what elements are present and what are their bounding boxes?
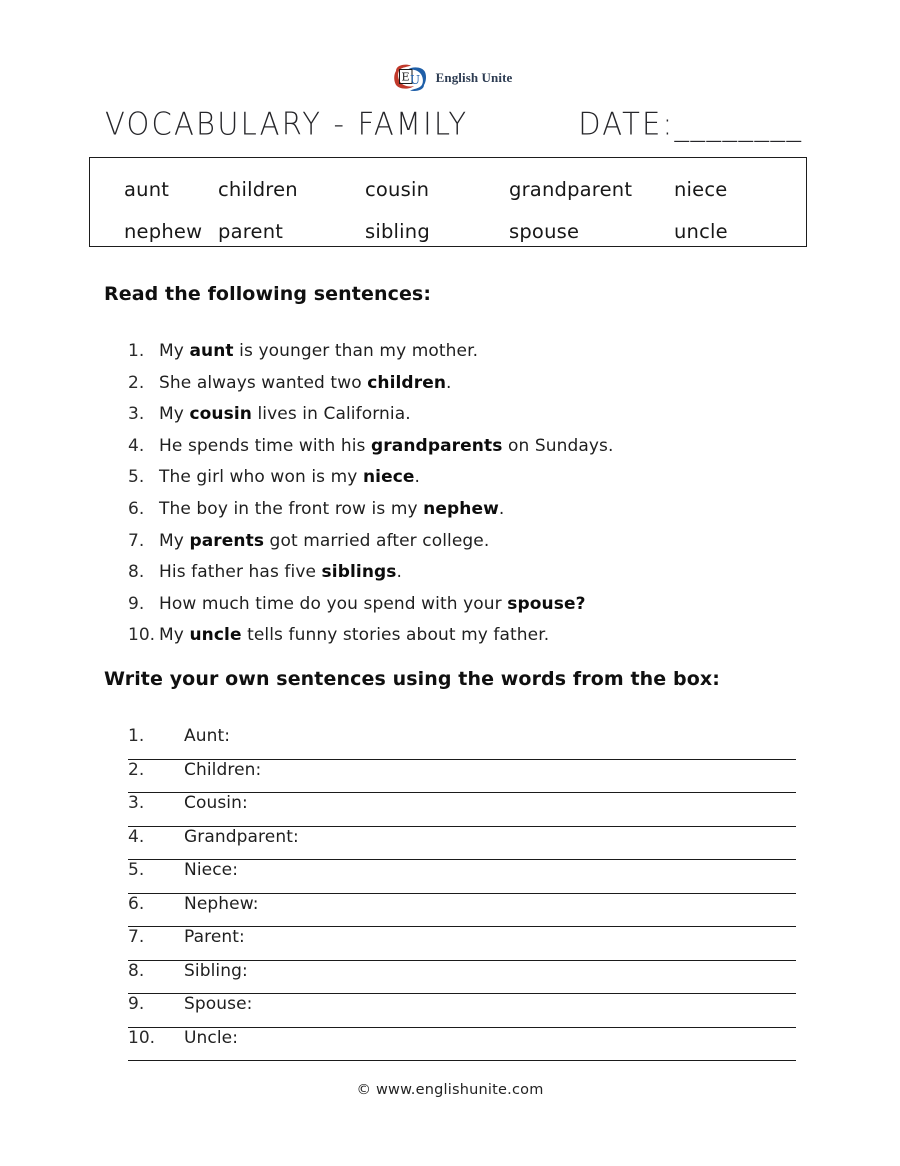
write-line-number: 9.	[128, 994, 145, 1014]
write-line-prompt: Spouse:	[184, 994, 253, 1014]
svg-text:U: U	[409, 73, 420, 87]
sentence-text-after: lives in California.	[251, 404, 411, 425]
sentence-item	[104, 625, 804, 657]
write-line-prompt: Cousin:	[184, 793, 248, 813]
write-answer-line[interactable]	[128, 827, 796, 861]
sentence-text-after: .	[498, 498, 505, 519]
sentence-item	[104, 499, 804, 531]
sentence-number: 7.	[128, 530, 145, 551]
write-line-prompt: Nephew:	[184, 893, 259, 914]
write-line-prompt: Parent:	[184, 927, 245, 947]
sentence-item	[104, 404, 804, 436]
word-bank-item: sibling	[365, 219, 430, 243]
sentence-keyword: niece	[362, 467, 415, 488]
sentence-number: 1.	[128, 341, 145, 361]
write-line-number: 7.	[128, 927, 145, 947]
footer-credit: © www.englishunite.com	[356, 1082, 544, 1098]
sentence-text-before: The boy in the front row is my	[159, 498, 424, 519]
write-line-prompt: Children:	[184, 759, 262, 780]
date-blank-line: ________	[674, 105, 803, 142]
write-line-number: 3.	[128, 793, 145, 813]
write-answer-line[interactable]	[128, 961, 796, 995]
sentence-keyword: parents	[189, 530, 265, 551]
write-answer-line[interactable]	[128, 760, 796, 794]
sentence-item	[104, 436, 804, 468]
write-line-prompt: Sibling:	[184, 960, 248, 981]
write-answer-list	[128, 726, 796, 1061]
sentence-number: 10.	[128, 625, 156, 646]
sentence-item	[104, 562, 804, 594]
write-line-number: 5.	[128, 860, 145, 880]
word-bank-item: nephew	[124, 219, 203, 243]
sentence-text-before: The girl who won is my	[159, 467, 363, 488]
sentence-number: 5.	[128, 467, 145, 488]
read-sentence-list	[104, 341, 804, 657]
write-line-number: 4.	[128, 826, 145, 847]
sentence-text-after: got married after college.	[264, 530, 490, 551]
brand-logo	[0, 62, 900, 94]
sentence-text-before: My	[159, 625, 190, 646]
write-answer-line[interactable]	[128, 793, 796, 827]
sentence-item	[104, 341, 804, 373]
sentence-text-before: My	[159, 530, 190, 551]
sentence-text	[159, 404, 411, 424]
sentence-number: 4.	[128, 435, 145, 456]
write-line-number: 2.	[128, 759, 145, 780]
write-answer-line[interactable]	[128, 1028, 796, 1062]
word-bank-item: parent	[218, 219, 284, 243]
sentence-text-after: is younger than my mother.	[233, 341, 479, 361]
word-bank-item: grandparent	[509, 177, 633, 201]
write-answer-line[interactable]	[128, 894, 796, 928]
write-line-prompt: Niece:	[184, 860, 239, 880]
sentence-text	[159, 467, 420, 487]
word-bank-row	[90, 168, 806, 210]
write-line-prompt: Uncle:	[184, 1027, 239, 1048]
sentence-text	[159, 531, 489, 551]
sentence-keyword: nephew	[423, 498, 499, 519]
write-section-heading: Write your own sentences using the words from the box:	[104, 668, 720, 690]
sentence-item	[104, 531, 804, 563]
page-title: VOCABULARY - FAMILY	[105, 105, 469, 142]
sentence-text-after: on Sundays.	[502, 435, 614, 456]
write-line-prompt: Grandparent:	[184, 826, 299, 847]
word-bank-item: uncle	[674, 219, 728, 243]
sentence-text	[159, 594, 586, 614]
sentence-text	[159, 499, 504, 519]
sentence-text-before: How much time do you spend with your	[159, 593, 508, 614]
sentence-number: 2.	[128, 372, 145, 393]
word-bank-item: children	[218, 177, 298, 201]
write-line-number: 1.	[128, 726, 145, 746]
write-answer-line[interactable]	[128, 860, 796, 894]
write-answer-line[interactable]	[128, 726, 796, 760]
sentence-text-before: His father has five	[159, 562, 322, 583]
sentence-text	[159, 562, 402, 582]
sentence-text-after: .	[396, 562, 403, 583]
date-label: DATE:	[578, 105, 675, 142]
sentence-text	[159, 373, 452, 393]
word-bank-item: cousin	[365, 177, 430, 201]
sentence-keyword: spouse?	[507, 593, 586, 614]
sentence-text	[159, 341, 478, 361]
sentence-item	[104, 467, 804, 499]
sentence-keyword: children	[367, 372, 447, 393]
write-line-prompt: Aunt:	[184, 726, 231, 746]
sentence-number: 3.	[128, 404, 145, 425]
sentence-text-after: .	[414, 467, 421, 488]
brand-name: English Unite	[435, 70, 513, 85]
word-bank-row	[90, 210, 806, 252]
word-bank-item: aunt	[124, 177, 170, 201]
sentence-keyword: grandparents	[371, 435, 503, 456]
sentence-text-after: .	[446, 372, 452, 393]
sentence-item	[104, 373, 804, 405]
sentence-text	[159, 436, 614, 456]
date-field	[578, 106, 802, 142]
sentence-item	[104, 594, 804, 626]
write-line-number: 8.	[128, 960, 145, 981]
sentence-text-after: tells funny stories about my father.	[241, 625, 550, 646]
write-answer-line[interactable]	[128, 927, 796, 961]
word-bank-item: niece	[674, 177, 728, 201]
sentence-text-before: My	[159, 341, 190, 361]
sentence-text	[159, 625, 549, 645]
write-answer-line[interactable]	[128, 994, 796, 1028]
title-row	[105, 105, 805, 142]
sentence-keyword: uncle	[189, 625, 242, 646]
write-line-number: 10.	[128, 1027, 156, 1048]
word-bank-box	[89, 157, 807, 247]
sentence-number: 9.	[128, 593, 145, 614]
english-unite-logo-icon	[388, 62, 432, 94]
sentence-number: 8.	[128, 562, 145, 583]
sentence-keyword: aunt	[189, 341, 234, 361]
write-line-number: 6.	[128, 893, 145, 914]
sentence-keyword: siblings	[321, 562, 397, 583]
sentence-text-before: My	[159, 404, 190, 425]
read-section-heading: Read the following sentences:	[104, 283, 432, 305]
word-bank-item: spouse	[509, 219, 580, 243]
sentence-text-before: He spends time with his	[159, 435, 372, 456]
svg-text:E: E	[401, 70, 410, 84]
sentence-keyword: cousin	[189, 404, 252, 425]
sentence-text-before: She always wanted two	[159, 372, 368, 393]
sentence-number: 6.	[128, 498, 145, 519]
